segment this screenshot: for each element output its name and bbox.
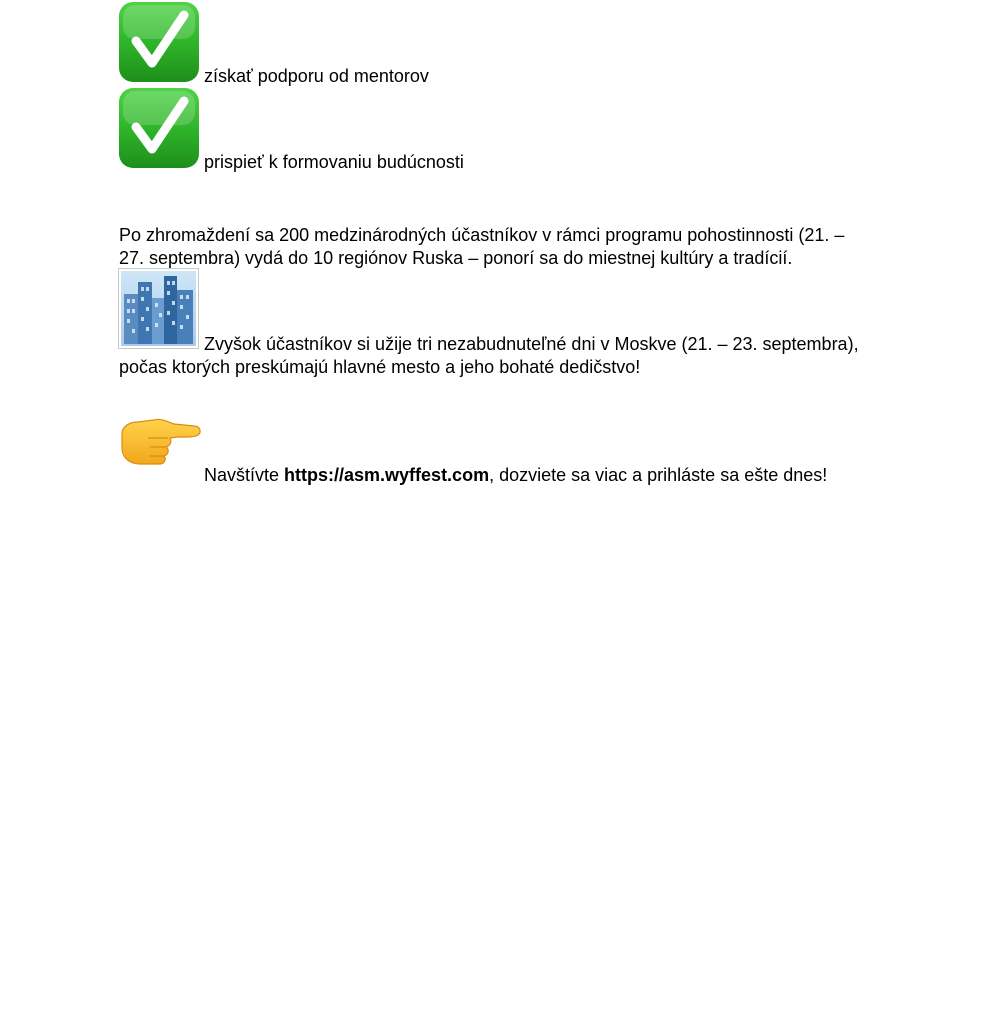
cta-suffix: , dozviete sa viac a prihláste sa ešte dnes!: [489, 465, 828, 485]
cta-url-link[interactable]: https://asm.wyffest.com: [284, 465, 490, 485]
call-to-action: [204, 464, 827, 486]
check-mark-button-icon: [118, 1, 200, 83]
pointing-right-hand-icon: [118, 408, 202, 472]
list-item-text: prispieť k formovaniu budúcnosti: [204, 152, 464, 172]
check-mark-button-icon: [118, 87, 200, 169]
cta-prefix: Navštívte: [204, 465, 285, 485]
paragraph-moscow-line-2: počas ktorých preskúmajú hlavné mesto a jeho bohaté dedičstvo!: [119, 357, 641, 377]
paragraph-hospitality-line-2: 27. septembra) vydá do 10 regiónov Ruska – ponorí sa do miestnej kultúry a tradícií.: [119, 248, 793, 268]
cityscape-icon: [118, 268, 199, 349]
paragraph-moscow-line-1: Zvyšok účastníkov si užije tri nezabudnuteľné dni v Moskve (21. – 23. septembra),: [204, 334, 859, 354]
paragraph-hospitality-line-1: Po zhromaždení sa 200 medzinárodných účastníkov v rámci programu pohostinnosti (21. –: [119, 225, 845, 245]
list-item-text: získať podporu od mentorov: [204, 66, 429, 86]
